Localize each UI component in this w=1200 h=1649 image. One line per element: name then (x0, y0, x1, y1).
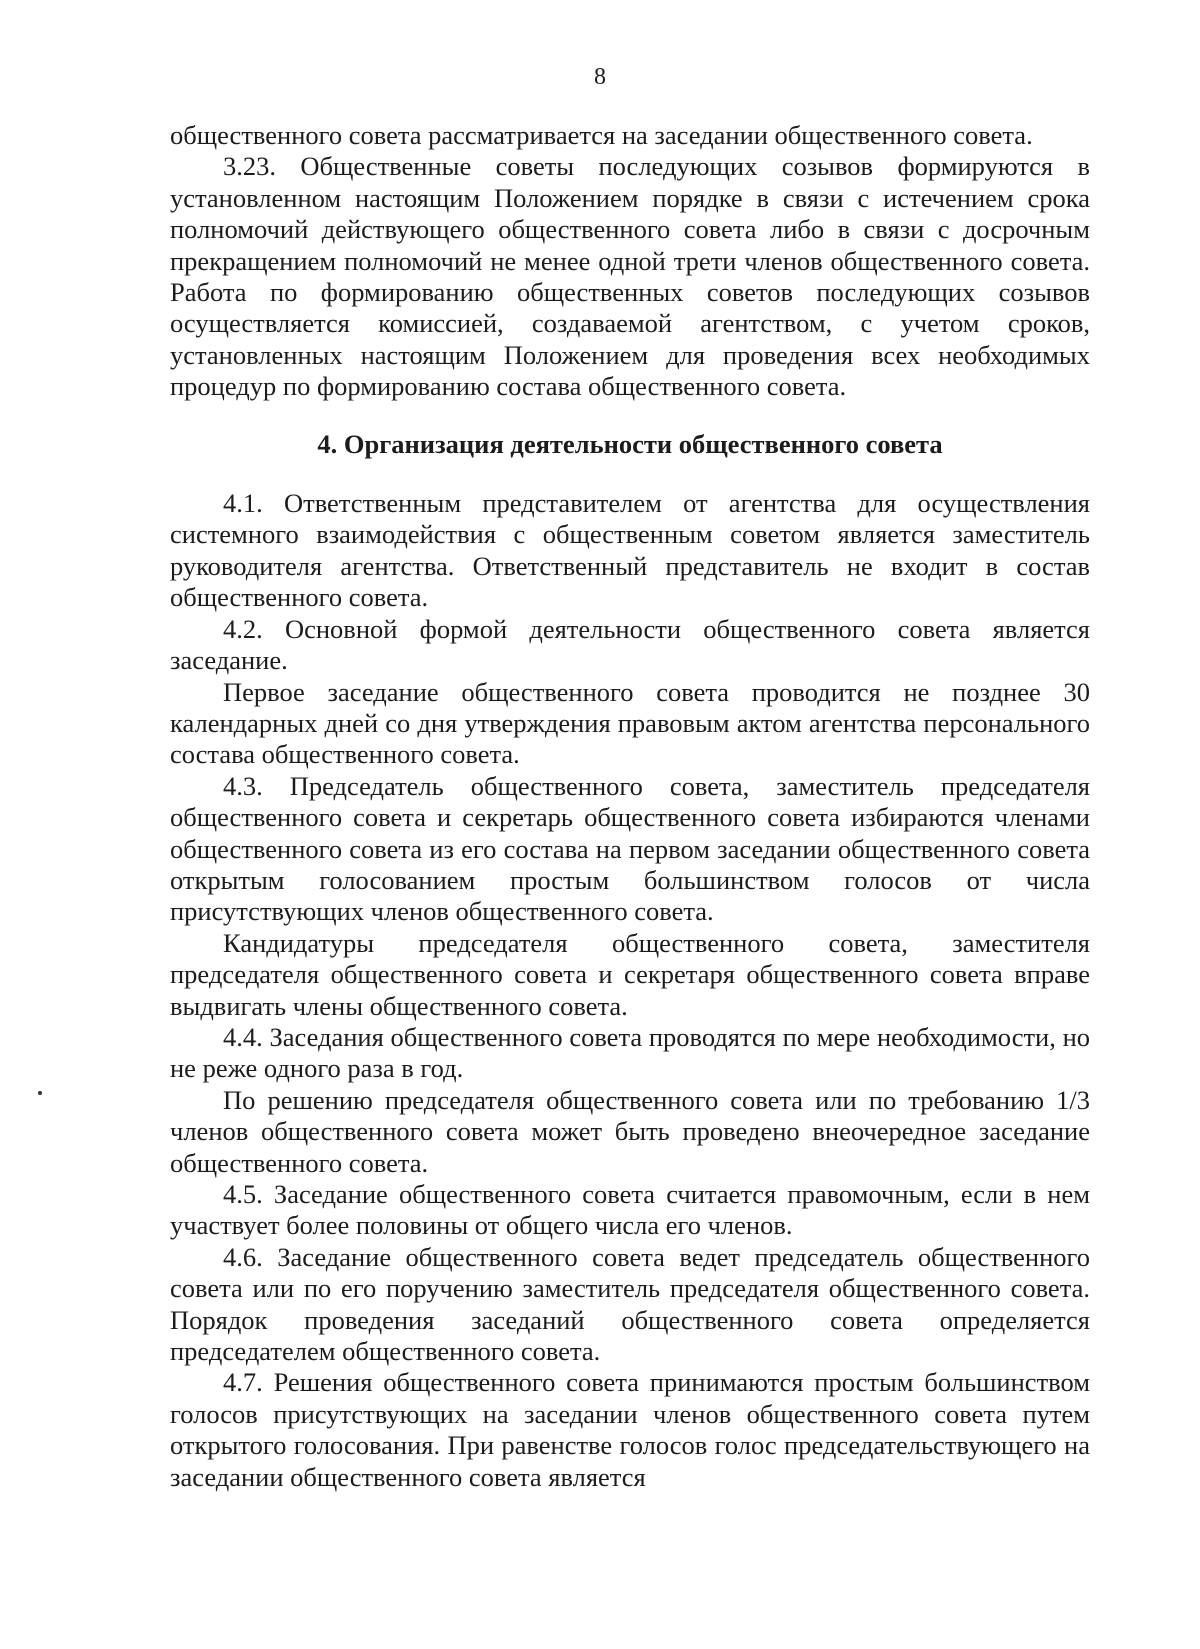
paragraph-continuation: общественного совета рассматривается на заседании общественного совета. (170, 120, 1033, 150)
paragraph-4-1: 4.1. Ответственным представителем от агентства для осуществления системного взаимодействия с общественным советом является заместитель руководителя агентства. Ответственный представитель не входит в состав общественного совета. (170, 488, 1090, 613)
paragraph-candidates: Кандидатуры председателя общественного совета, заместителя председателя общественного совета и секретаря общественного совета вправе выдвигать члены общественного совета. (170, 927, 1090, 1021)
scan-artifact-dot (38, 1091, 42, 1095)
paragraph-4-4: 4.4. Заседания общественного совета проводятся по мере необходимости, но не реже одного раза в год. (170, 1021, 1090, 1084)
paragraph-3-23: 3.23. Общественные советы последующих созывов формируются в установленном настоящим Положением порядке в связи с истечением срока полномочий действующего общественного совета либо в связи с досрочным прекращением полномочий не менее одной трети членов общественного совета. Работа по формированию общественных советов последующих созывов осуществляется комиссией, создаваемой агентством, с учетом сроков, установленных настоящим Положением для проведения всех необходимых процедур по формированию состава общественного совета. (170, 151, 1090, 402)
paragraph-4-7: 4.7. Решения общественного совета принимаются простым большинством голосов присутствующих на заседании членов общественного совета путем открытого голосования. При равенстве голосов голос председательствующего на заседании общественного совета является (170, 1367, 1090, 1492)
paragraph-4-6: 4.6. Заседание общественного совета ведет председатель общественного совета или по его поручению заместитель председателя общественного совета. Порядок проведения заседаний общественного совета определяется председателем общественного совета. (170, 1241, 1090, 1367)
page-number: 8 (594, 64, 606, 90)
paragraph-4-3: 4.3. Председатель общественного совета, заместитель председателя общественного совета и секретарь общественного совета избираются членами общественного совета из его состава на первом заседании общественного совета открытым голосованием простым большинством голосов от числа присутствующих членов общественного совета. (170, 770, 1090, 927)
paragraph-extraordinary-meeting: По решению председателя общественного совета или по требованию 1/3 членов общественного совета может быть проведено внеочередное заседание общественного совета. (170, 1084, 1090, 1178)
paragraph-4-5: 4.5. Заседание общественного совета считается правомочным, если в нем участвует более половины от общего числа его членов. (170, 1179, 1090, 1241)
paragraph-4-2: 4.2. Основной формой деятельности общественного совета является заседание. (170, 613, 1090, 676)
document-body (170, 120, 1090, 1493)
paragraph-first-meeting: Первое заседание общественного совета проводится не позднее 30 календарных дней со дня утверждения правовым актом агентства персонального состава общественного совета. (170, 676, 1090, 770)
section-heading: 4. Организация деятельности общественного совета (317, 428, 943, 459)
